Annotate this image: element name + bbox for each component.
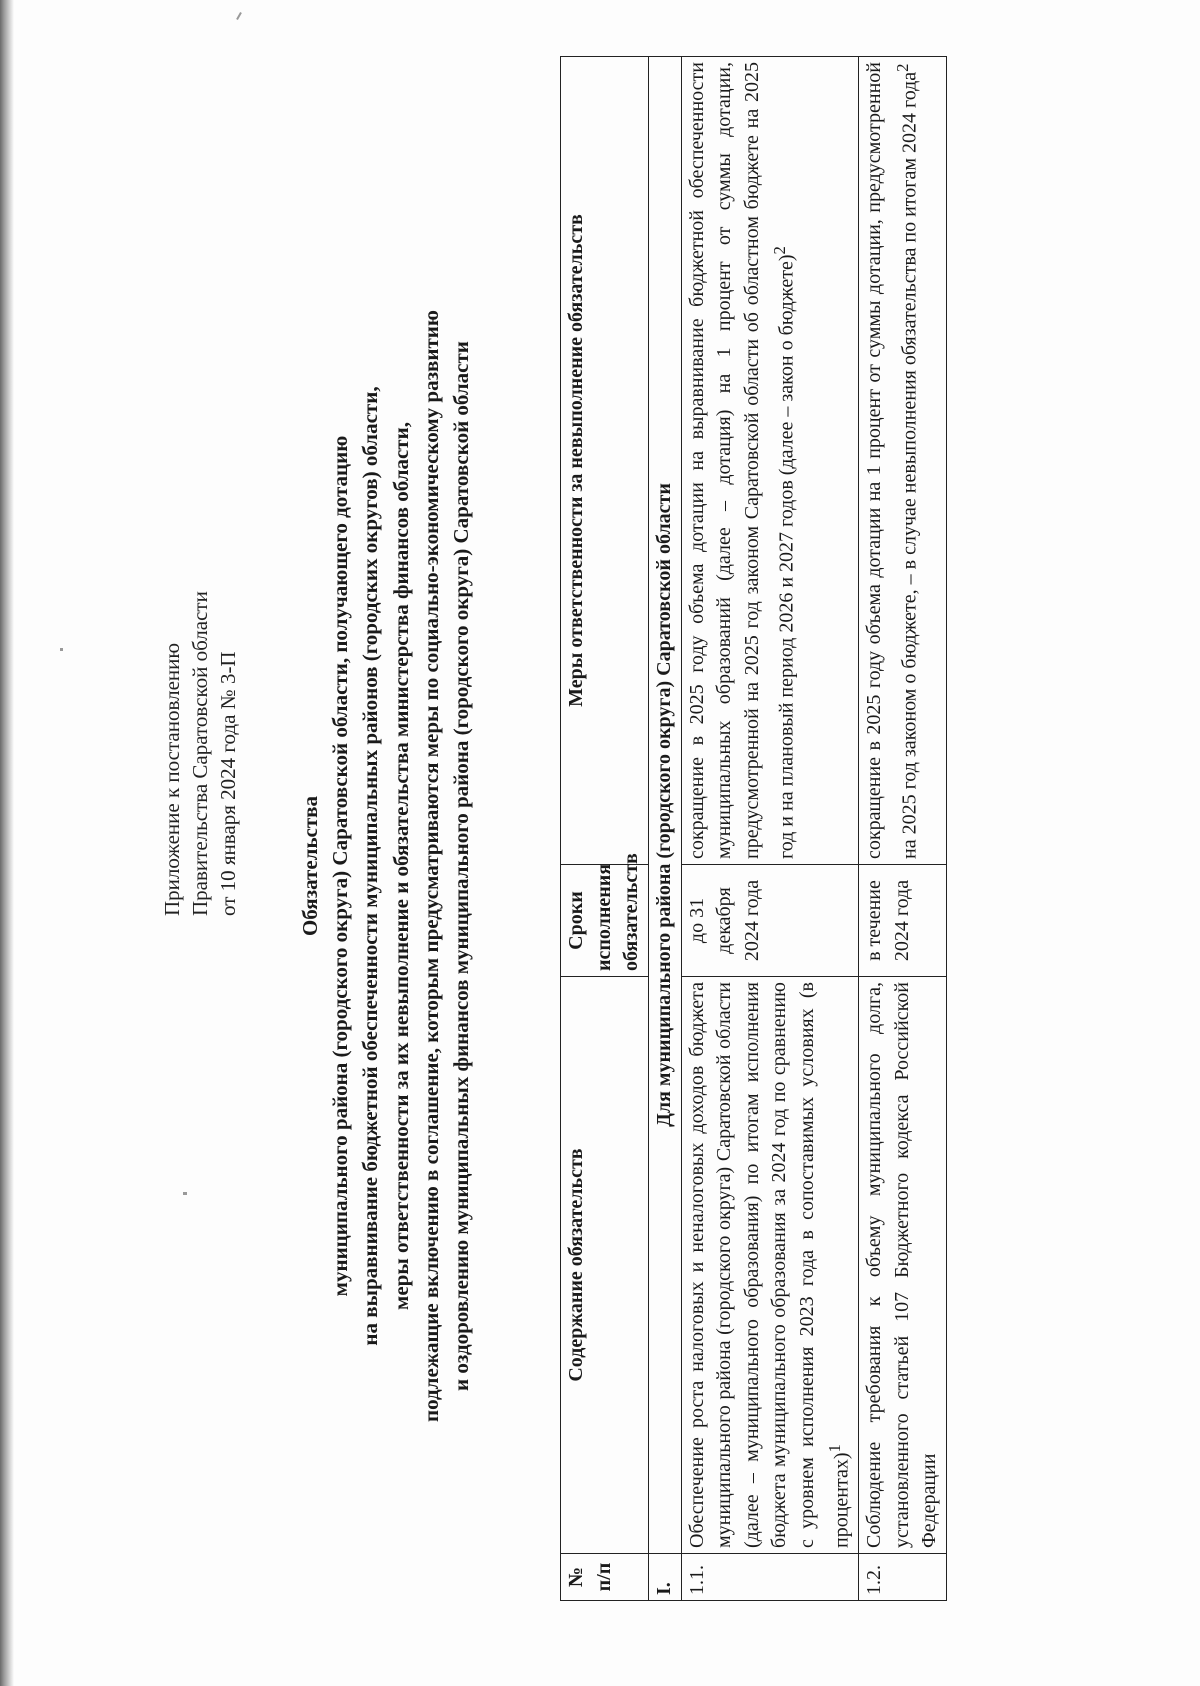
row-content	[859, 977, 947, 1554]
title-line: на выравнивание бюджетной обеспеченности муниципальных районов (городских округов) области,	[358, 386, 383, 1346]
title-line: меры ответственности за их невыполнение и обязательства министерства финансов области,	[388, 422, 413, 1310]
row-term: до 31 декабря 2024 года	[681, 865, 859, 977]
table-row	[681, 57, 859, 1601]
header-term: Сроки исполнения обязательств	[561, 865, 649, 977]
row-measures-text: сокращение в 2025 году объема дотации на выравнивание бюджетной обеспеченности муниципальных образований (далее – дотация) на 1 процент от суммы дотации, предусмотренной на 2025 год законом Саратовской области об областном бюджете на 2025 год и на плановый период 2026 и 2027 годов (далее – закон о бюджете)	[685, 62, 798, 859]
row-measures	[681, 57, 859, 865]
appendix-line: от 10 января 2024 года № 3-П	[216, 651, 240, 916]
row-content-text: Обеспечение роста налоговых и неналоговых доходов бюджета муниципального района (городского округа) Саратовской области (далее – муниципального образования) по итогам исполнения бюджета муниципального образования за 2024 год по сравнению с уровнем исполнения 2023 года в сопоставимых условиях (в процентах)	[685, 982, 853, 1548]
appendix-note	[158, 591, 242, 916]
title-line: подлежащие включению в соглашение, которым предусматриваются меры по социально-экономическому развитию	[418, 310, 443, 1422]
footnote-mark: 1	[825, 1444, 844, 1453]
section-title: Для муниципального района (городского округа) Саратовской области	[649, 57, 682, 1554]
header-content: Содержание обязательств	[561, 977, 649, 1554]
footnote-mark: 2	[892, 63, 912, 72]
section-num: I.	[649, 1554, 682, 1601]
row-content-text: Соблюдение требования к объему муниципального долга, установленного статьей 107 Бюджетного кодекса Российской Федерации	[863, 982, 941, 1548]
obligations-table	[560, 56, 947, 1601]
title-line: и оздоровлению муниципальных финансов муниципального района (городского округа) Саратовской области	[449, 341, 474, 1391]
row-term: в течение 2024 года	[859, 865, 947, 977]
header-measures: Меры ответственности за невыполнение обязательств	[561, 57, 649, 865]
document-title	[295, 86, 476, 1646]
appendix-line: Приложение к постановлению	[160, 642, 184, 916]
footnote-mark: 2	[770, 246, 789, 255]
row-measures	[859, 57, 947, 865]
table-header-row	[561, 57, 649, 1601]
table-row	[859, 57, 947, 1601]
title-heading: Обязательства	[298, 795, 322, 937]
row-num: 1.2.	[859, 1554, 947, 1601]
appendix-line: Правительства Саратовской области	[188, 591, 212, 916]
section-row	[649, 57, 682, 1601]
header-num: № п/п	[561, 1554, 649, 1601]
row-num: 1.1.	[681, 1554, 859, 1601]
row-content	[681, 977, 859, 1554]
row-measures-text: сокращение в 2025 году объема дотации на 1 процент от суммы дотации, предусмотренной на 2025 год законом о бюджете, – в случае невыполнения обязательства по итогам 2024 года	[863, 62, 921, 859]
title-line: муниципального района (городского округа) Саратовской области, получающего дотацию	[328, 435, 353, 1297]
